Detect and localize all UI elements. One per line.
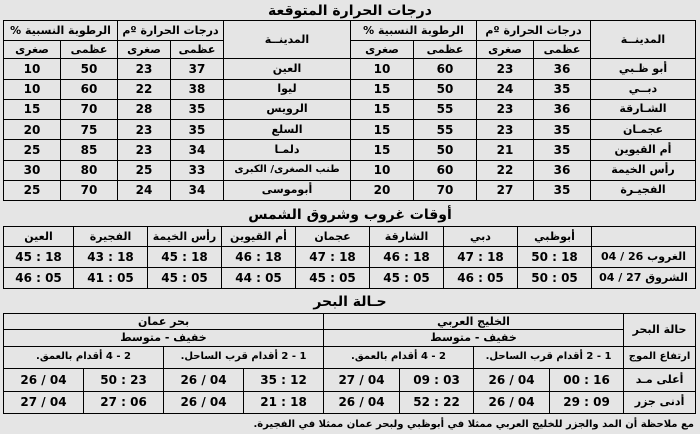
temp-min: 23 [118,120,171,140]
temp-header: درجات الحرارة ºم [118,21,224,41]
gulf-wave-deep: 2 - 4 أقدام بالعمق. [324,346,474,368]
gulf-high-date: 04 / 27 [324,369,400,391]
table-row [4,79,351,99]
high-tide-label: أعلى مـد [624,369,696,391]
temp-header: درجات الحرارة ºم [477,21,591,41]
city-name: أبوموسى [224,180,351,200]
humidity-max: 70 [61,180,118,200]
sun-city: أبوظبي [518,227,592,247]
temp-min: 27 [477,180,534,200]
oman-high-date: 04 / 26 [4,369,84,391]
temp-min: 24 [118,180,171,200]
sunset-label: الغروب 26 / 04 [592,247,696,268]
oman-high-time: 12 : 35 [244,369,324,391]
city-name: دلمـا [224,140,351,160]
temp-max: 35 [534,140,591,160]
sunset-time: 18 : 45 [148,247,222,268]
table-row [4,140,351,160]
temp-min: 23 [118,59,171,79]
sunrise-time: 05 : 41 [74,268,148,289]
humidity-max: 55 [414,120,477,140]
sun-city: دبي [444,227,518,247]
humidity-min: 15 [351,79,414,99]
temperature-table-right [350,20,696,201]
gulf-condition: خفيف - متوسط [324,330,624,346]
humidity-min: 15 [351,120,414,140]
table-row [351,180,696,200]
humidity-min-header: صغرى [4,41,61,59]
oman-high-time: 23 : 50 [84,369,164,391]
gulf-high-date: 04 / 26 [474,369,550,391]
sun-city: العين [4,227,74,247]
sun-city: رأس الخيمة [148,227,222,247]
temp-min: 22 [118,79,171,99]
sunrise-time: 05 : 44 [222,268,296,289]
humidity-max: 75 [61,120,118,140]
sunrise-time: 05 : 46 [444,268,518,289]
temp-min-header: صغرى [118,41,171,59]
sunset-time: 18 : 46 [370,247,444,268]
oman-wave-coast: 1 - 2 أقدام قرب الساحل. [164,346,324,368]
temp-max: 38 [171,79,224,99]
gulf-low-date: 04 / 26 [474,391,550,414]
sun-city: الفجيرة [74,227,148,247]
sunset-time: 18 : 45 [4,247,74,268]
humidity-max-header: عظمى [414,41,477,59]
temp-max: 36 [534,99,591,119]
temp-min: 28 [118,99,171,119]
gulf-wave-coast: 1 - 2 أقدام قرب الساحل. [474,346,624,368]
oman-low-time: 18 : 21 [244,391,324,414]
humidity-min-header: صغرى [351,41,414,59]
humidity-max: 50 [61,59,118,79]
table-row [4,99,351,119]
city-name: دبــي [591,79,696,99]
gulf-low-time: 09 : 29 [550,391,624,414]
humidity-max: 85 [61,140,118,160]
sunset-time: 18 : 50 [518,247,592,268]
gulf-low-date: 04 / 26 [324,391,400,414]
humidity-header: الرطوبة النسبية % [351,21,477,41]
oman-low-date: 04 / 27 [4,391,84,414]
humidity-max: 80 [61,160,118,180]
temp-min: 23 [477,99,534,119]
temp-max: 36 [534,160,591,180]
city-name: أبو ظـبي [591,59,696,79]
city-header: المدينــة [224,21,351,59]
humidity-max: 70 [61,99,118,119]
oman-low-date: 04 / 26 [164,391,244,414]
temp-max-header: عظمى [171,41,224,59]
temp-max: 34 [171,140,224,160]
oman-high-date: 04 / 26 [164,369,244,391]
temp-max: 36 [534,59,591,79]
table-row [4,59,351,79]
table-row [351,79,696,99]
temp-min: 24 [477,79,534,99]
sunset-time: 18 : 46 [222,247,296,268]
sunset-time: 18 : 47 [296,247,370,268]
humidity-min: 15 [351,99,414,119]
humidity-max: 50 [414,140,477,160]
temp-max: 35 [171,99,224,119]
gulf-name: الخليج العربي [324,314,624,330]
humidity-min: 15 [351,140,414,160]
humidity-max-header: عظمى [61,41,118,59]
humidity-min: 10 [351,59,414,79]
table-row [4,180,351,200]
city-header: المدينــة [591,21,696,59]
gulf-high-time: 16 : 00 [550,369,624,391]
temperature-section-title: درجات الحرارة المتوقعة [268,3,432,19]
sun-city: الشارقة [370,227,444,247]
temp-max: 35 [171,120,224,140]
city-name: الفجيـرة [591,180,696,200]
city-name: الشـارقة [591,99,696,119]
city-name: العين [224,59,351,79]
table-row [4,160,351,180]
sunrise-time: 05 : 45 [296,268,370,289]
oman-name: بحر عمان [4,314,324,330]
sea-state-label: حالة البحر [624,314,696,347]
humidity-min: 25 [4,180,61,200]
table-row [4,120,351,140]
temp-min: 22 [477,160,534,180]
humidity-min: 25 [4,140,61,160]
humidity-max: 50 [414,79,477,99]
wave-label: ارتفاع الموج [624,346,696,368]
city-name: السلع [224,120,351,140]
sunrise-time: 05 : 50 [518,268,592,289]
temp-min: 23 [477,120,534,140]
sunrise-time: 05 : 45 [148,268,222,289]
humidity-header: الرطوبة النسبية % [4,21,118,41]
sunrise-time: 05 : 46 [4,268,74,289]
humidity-min: 15 [4,99,61,119]
temp-min: 23 [477,59,534,79]
tide-footnote: مع ملاحظة أن المد والجزر للخليج العربي ممثلا في أبوظبي ولبحر عمان ممثلا في الفجيرة. [253,419,694,430]
humidity-max: 60 [61,79,118,99]
sunrise-time: 05 : 45 [370,268,444,289]
sunset-time: 18 : 43 [74,247,148,268]
humidity-min: 10 [4,79,61,99]
temp-max: 35 [534,180,591,200]
low-tide-label: أدنى جزر [624,391,696,414]
temp-min-header: صغرى [477,41,534,59]
oman-low-time: 06 : 27 [84,391,164,414]
sun-section-title: أوقات غروب وشروق الشمس [248,207,452,223]
oman-wave-deep: 2 - 4 أقدام بالعمق. [4,346,164,368]
sea-section-title: حـالة البحر [313,294,387,310]
humidity-min: 10 [4,59,61,79]
sea-state-table [3,313,696,414]
gulf-high-time: 03 : 09 [400,369,474,391]
wave-row [4,346,696,368]
sun-corner-cell [592,227,696,247]
temp-min: 23 [118,140,171,160]
sunset-time: 18 : 47 [444,247,518,268]
temperature-table-left [3,20,351,201]
temp-min: 21 [477,140,534,160]
temp-max: 33 [171,160,224,180]
humidity-max: 60 [414,160,477,180]
sunrise-label: الشروق 27 / 04 [592,268,696,289]
table-row [351,59,696,79]
humidity-max: 55 [414,99,477,119]
sun-times-table [3,226,696,289]
humidity-min: 10 [351,160,414,180]
table-row [351,160,696,180]
humidity-min: 20 [351,180,414,200]
city-name: عجمـان [591,120,696,140]
gulf-low-time: 22 : 52 [400,391,474,414]
city-name: طنب الصغرى/ الكبرى [224,160,351,180]
humidity-min: 30 [4,160,61,180]
temp-min: 25 [118,160,171,180]
high-tide-row [4,369,696,391]
oman-condition: خفيف - متوسط [4,330,324,346]
table-row [351,120,696,140]
temp-max: 34 [171,180,224,200]
table-row [351,140,696,160]
sun-city: عجمان [296,227,370,247]
temp-max-header: عظمى [534,41,591,59]
humidity-max: 70 [414,180,477,200]
temp-max: 37 [171,59,224,79]
sun-city: أم القيوين [222,227,296,247]
temp-max: 35 [534,79,591,99]
sunrise-row [4,268,696,289]
low-tide-row [4,391,696,414]
humidity-max: 60 [414,59,477,79]
humidity-min: 20 [4,120,61,140]
city-name: رأس الخيمة [591,160,696,180]
city-name: الرويس [224,99,351,119]
city-name: أم القيوين [591,140,696,160]
city-name: ليوا [224,79,351,99]
sunset-row [4,247,696,268]
table-row [351,99,696,119]
temp-max: 35 [534,120,591,140]
